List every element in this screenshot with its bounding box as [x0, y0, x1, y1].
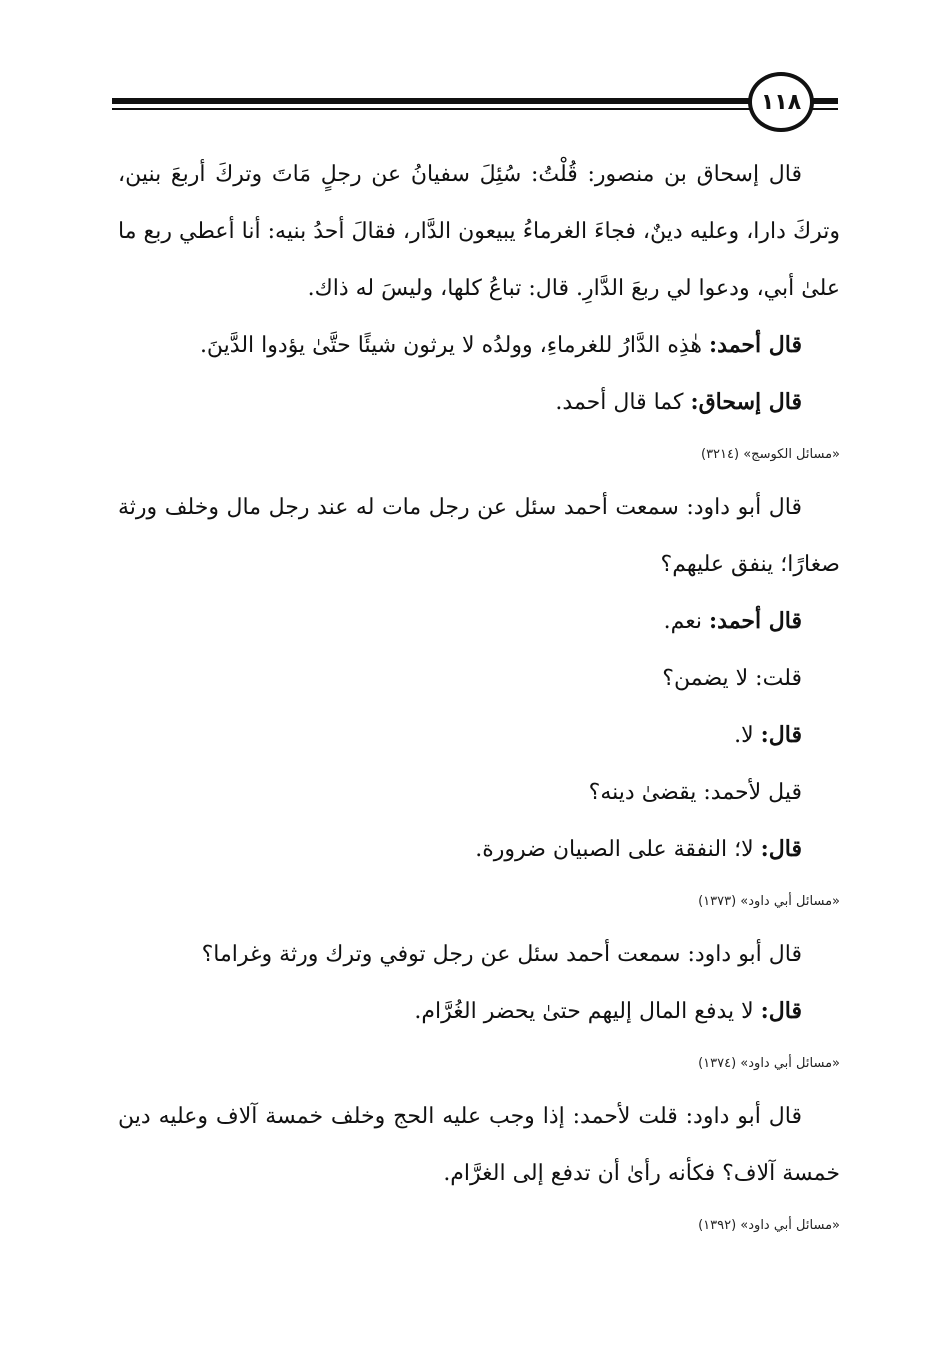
paragraph-text: كما قال أحمد.: [555, 390, 691, 415]
header-rule-tail-thick: [812, 98, 838, 104]
paragraph: [118, 983, 840, 1040]
paragraph-text: قال أبو داود: قلت لأحمد: إذا وجب عليه الحج وخلف خمسة آلاف وعليه دين خمسة آلاف؟ فكأنه رأىٰ أن تدفع إلى الغرَّام.: [118, 1104, 840, 1186]
paragraph: [118, 479, 840, 593]
paragraph-text: هٰذِه الدَّارُ للغرماءِ، وولدُه لا يرثون شيئًا حتَّىٰ يؤدوا الدَّينَ.: [199, 333, 710, 358]
paragraph: [118, 317, 840, 374]
speaker-label: قال:: [760, 998, 802, 1024]
reply-line: [118, 821, 840, 878]
reply-line: [118, 650, 840, 707]
paragraph-text: نعم.: [663, 609, 710, 634]
paragraph-text: قال إسحاق بن منصور: قُلْتُ: سُئِلَ سفيانُ عن رجلٍ مَاتَ وتركَ أربعَ بنين، وتركَ دارا، وعليه دينٌ، فجاءَ الغرماءُ يبيعون الدَّار، فقالَ أحدُ بنيه: أنا أعطي ربع ما علىٰ أبي، ودعوا لي ربعَ الدَّارِ. قال: تباعُ كلها، وليسَ له ذاك.: [118, 162, 840, 301]
paragraph-text: قلت: لا يضمن؟: [662, 666, 802, 691]
speaker-label: قال:: [760, 836, 802, 862]
reply-line: [118, 707, 840, 764]
paragraph-text: لا يدفع المال إليهم حتىٰ يحضر الغُرَّام.: [414, 999, 761, 1024]
page-number: ١١٨: [760, 89, 802, 115]
paragraph-text: لا.: [734, 723, 761, 748]
paragraph: [118, 374, 840, 431]
paragraph-text: قال أبو داود: سمعت أحمد سئل عن رجل مات له عند رجل مال وخلف ورثة صغارًا؛ ينفق عليهم؟: [118, 495, 840, 577]
paragraph: [118, 926, 840, 983]
reply-line: [118, 764, 840, 821]
paragraph-text: لا؛ النفقة على الصبيان ضرورة.: [475, 837, 761, 862]
source-reference: «مسائل أبي داود» (١٣٩٢): [698, 1218, 840, 1233]
speaker-label: قال:: [760, 722, 802, 748]
reply-line: [118, 593, 840, 650]
speaker-label: قال إسحاق:: [690, 389, 802, 415]
source-reference: «مسائل الكوسج» (٣٢١٤): [701, 447, 840, 462]
source-reference: «مسائل أبي داود» (١٣٧٤): [698, 1056, 840, 1071]
source-reference: «مسائل أبي داود» (١٣٧٣): [698, 894, 840, 909]
header-rule-thick: [112, 98, 752, 104]
header-rule-thin: [112, 108, 752, 110]
speaker-label: قال أحمد:: [709, 608, 802, 634]
paragraph: [118, 1088, 840, 1202]
speaker-label: قال أحمد:: [709, 332, 802, 358]
page-body: [118, 146, 840, 1250]
page-header: [0, 0, 937, 140]
paragraph: [118, 146, 840, 317]
paragraph-text: قال أبو داود: سمعت أحمد سئل عن رجل توفي وترك ورثة وغراما؟: [201, 942, 802, 967]
page-number-badge: [748, 72, 814, 132]
paragraph-text: قيل لأحمد: يقضىٰ دينه؟: [588, 780, 802, 805]
header-rule-tail-thin: [812, 108, 838, 110]
